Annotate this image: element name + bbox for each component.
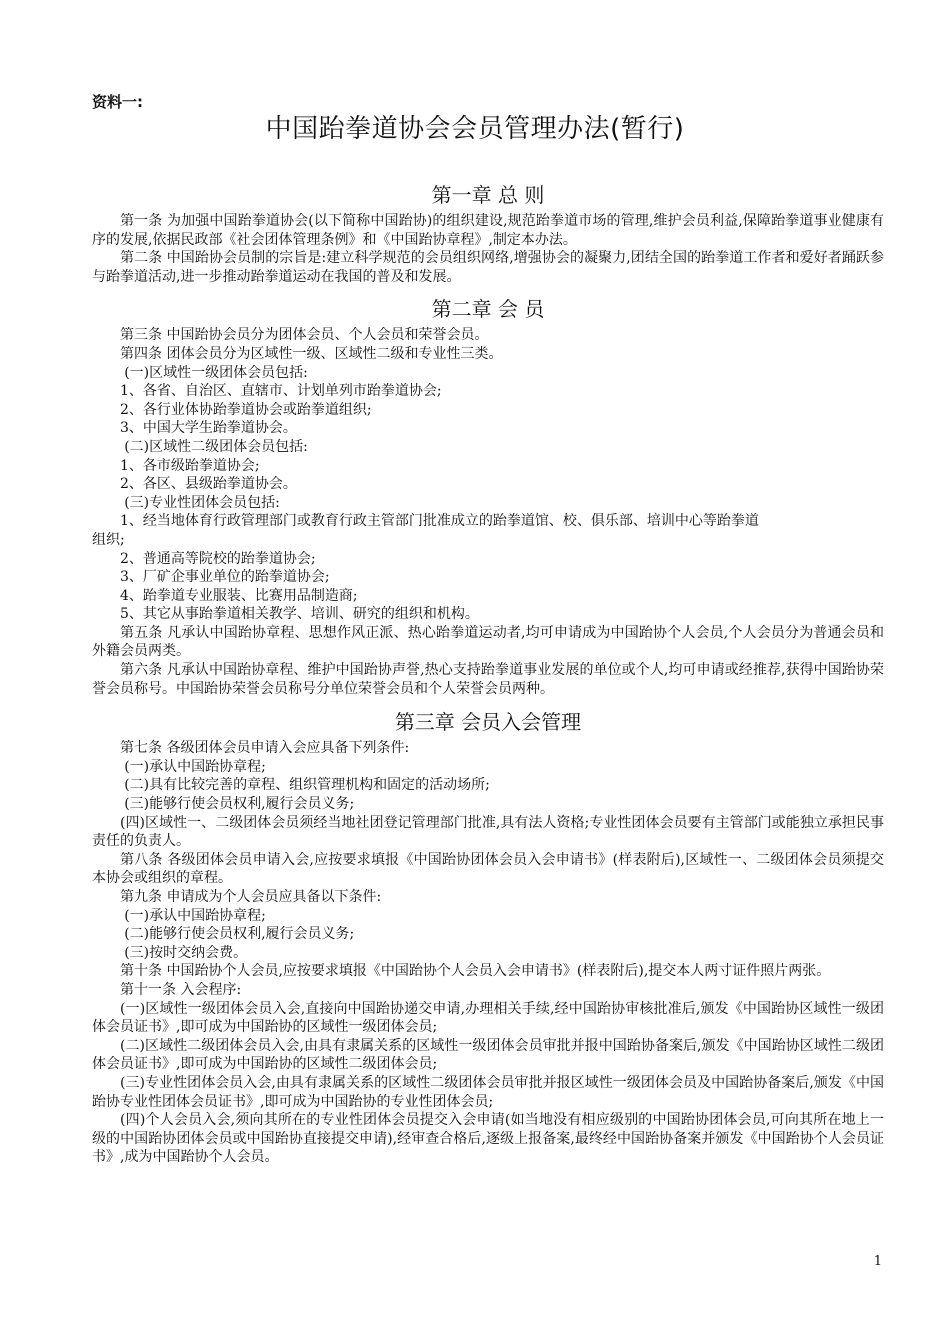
list-item: 1、经当地体育行政管理部门或教育行政主管部门批准成立的跆拳道馆、校、俱乐部、培训中心等跆拳道 <box>120 513 759 530</box>
chapter-2-heading: 第二章 会 员 <box>431 297 545 322</box>
list-item: (三)按时交纳会费。 <box>124 944 248 961</box>
list-item: (一)区域性一级团体会员入会,直接向中国跆协递交申请,办理相关手续,经中国跆协审核批准后,颁发《中国跆协区域性一级团体会员证书》,即可成为中国跆协的区域性一级团体会员; <box>92 1000 884 1036</box>
document-title: 中国跆拳道协会会员管理办法(暂行) <box>265 114 685 144</box>
article-4: 第四条 团体会员分为区域性一级、区域性二级和专业性三类。 <box>120 345 503 362</box>
article-2: 第二条 中国跆协会员制的宗旨是:建立科学规范的会员组织网络,增强协会的凝聚力,团结全国的跆拳道工作者和爱好者踊跃参与跆拳道活动,进一步推动跆拳道运动在我国的普及和发展。 <box>92 250 884 285</box>
group-1-title: (一)区域性一级团体会员包括: <box>124 364 308 381</box>
list-item: 2、各区、县级跆拳道协会。 <box>120 476 297 493</box>
list-item: 5、其它从事跆拳道相关教学、培训、研究的组织和机构。 <box>120 606 479 623</box>
article-10: 第十条 中国跆协个人会员,应按要求填报《中国跆协个人会员入会申请书》(样表附后),提交本人两寸证件照片两张。 <box>120 963 831 980</box>
article-8: 第八条 各级团体会员申请入会,应按要求填报《中国跆协团体会员入会申请书》(样表附后),区域性一、二级团体会员须提交本协会或组织的章程。 <box>92 851 884 887</box>
chapter-1-heading: 第一章 总 则 <box>431 183 545 207</box>
list-item: (二)区域性二级团体会员入会,由具有隶属关系的区域性一级团体会员审批并报中国跆协备案后,颁发《中国跆协区域性二级团体会员证书》,即可成为中国跆协的区域性二级团体会员; <box>92 1037 884 1073</box>
list-item: (一)承认中国跆协章程; <box>124 758 266 775</box>
list-item: (四)个人会员入会,须向其所在的专业性团体会员提交入会申请(如当地没有相应级别的中国跆协团体会员,可向其所在地上一级的中国跆协团体会员或中国跆协直接提交申请),经审查合格后,逐级上报备案,最终经中国跆协备案并颁发《中国跆协个人会员证书》,成为中国跆协个人会员。 <box>92 1112 884 1166</box>
list-item-continuation: 组织; <box>92 531 125 548</box>
list-item: 3、厂矿企事业单位的跆拳道协会; <box>120 569 330 586</box>
list-item: (一)承认中国跆协章程; <box>124 907 266 924</box>
document-body <box>92 178 884 1167</box>
material-label: 资料一: <box>92 93 143 111</box>
article-3: 第三条 中国跆协会员分为团体会员、个人会员和荣誉会员。 <box>120 327 489 344</box>
article-11: 第十一条 入会程序: <box>120 981 242 998</box>
list-item: (三)能够行使会员权利,履行会员义务; <box>124 796 355 813</box>
page-number: 1 <box>873 1254 882 1269</box>
list-item: 2、各行业体协跆拳道协会或跆拳道组织; <box>120 401 372 418</box>
list-item: (二)具有比较完善的章程、组织管理机构和固定的活动场所; <box>124 777 490 794</box>
article-7: 第七条 各级团体会员申请入会应具备下列条件: <box>120 740 410 757</box>
article-1: 第一条 为加强中国跆拳道协会(以下简称中国跆协)的组织建设,规范跆拳道市场的管理,维护会员利益,保障跆拳道事业健康有序的发展,依据民政部《社会团体管理条例》和《中国跆协章程》,制定本办法。 <box>92 213 884 248</box>
list-item: 2、普通高等院校的跆拳道协会; <box>120 550 316 567</box>
article-9: 第九条 申请成为个人会员应具备以下条件: <box>120 889 382 905</box>
list-item: 3、中国大学生跆拳道协会。 <box>120 420 297 437</box>
article-6: 第六条 凡承认中国跆协章程、维护中国跆协声誉,热心支持跆拳道事业发展的单位或个人,均可申请或经推荐,获得中国跆协荣誉会员称号。中国跆协荣誉会员称号分单位荣誉会员和个人荣誉会员两种。 <box>92 662 884 697</box>
list-item: 1、各省、自治区、直辖市、计划单列市跆拳道协会; <box>120 383 442 400</box>
list-item: (四)区域性一、二级团体会员须经当地社团登记管理部门批准,具有法人资格;专业性团体会员要有主管部门或能独立承担民事责任的负责人。 <box>92 814 884 850</box>
chapter-3-heading: 第三章 会员入会管理 <box>394 710 582 735</box>
group-3-title: (三)专业性团体会员包括: <box>124 494 280 511</box>
group-2-title: (二)区域性二级团体会员包括: <box>124 438 308 455</box>
list-item: (三)专业性团体会员入会,由具有隶属关系的区域性二级团体会员审批并报区域性一级团体会员及中国跆协备案后,颁发《中国跆协专业性团体会员证书》,即可成为中国跆协的专业性团体会员; <box>92 1074 884 1110</box>
article-5: 第五条 凡承认中国跆协章程、思想作风正派、热心跆拳道运动者,均可申请成为中国跆协个人会员,个人会员分为普通会员和外籍会员两类。 <box>92 624 884 660</box>
list-item: 4、跆拳道专业服装、比赛用品制造商; <box>120 587 358 604</box>
list-item: (二)能够行使会员权利,履行会员义务; <box>124 926 355 943</box>
list-item: 1、各市级跆拳道协会; <box>120 457 260 474</box>
